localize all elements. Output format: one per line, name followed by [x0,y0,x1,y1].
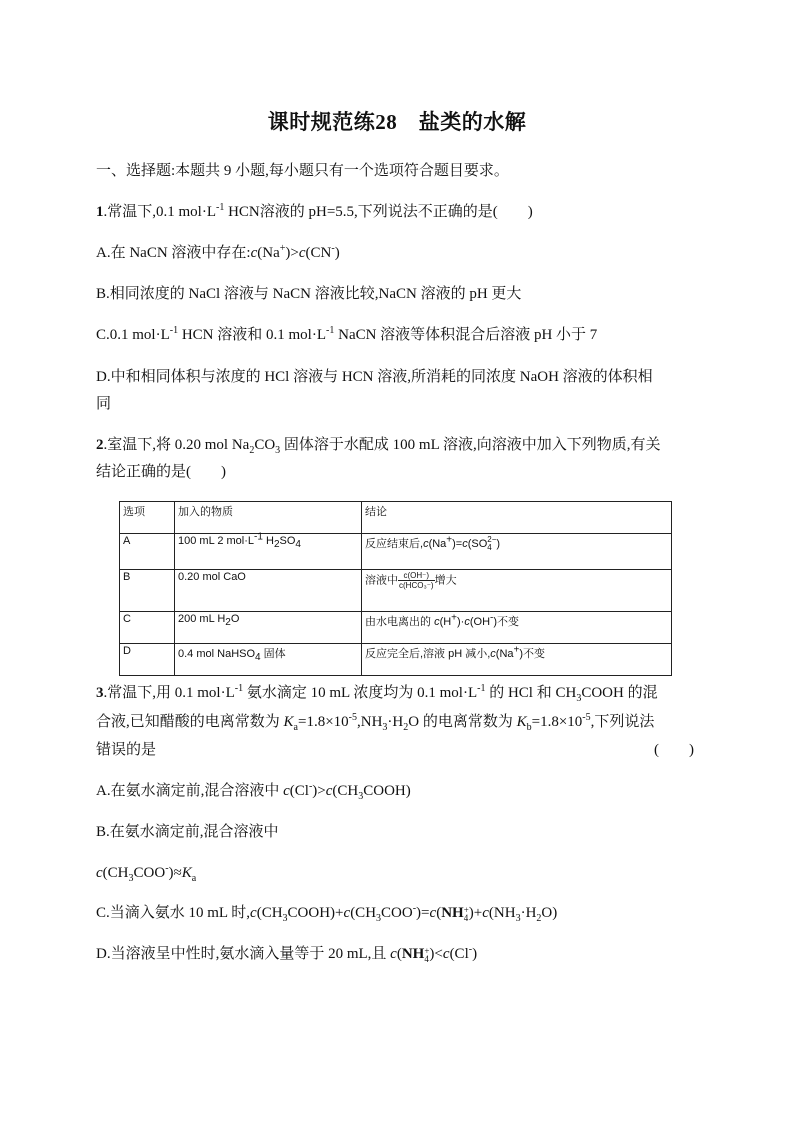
q3-l2-sup2: -5 [582,712,591,723]
q3-a-f: COOH) [363,783,411,799]
q3-c-s3: 3 [515,913,521,924]
row-c-con-c1: c [434,616,440,628]
row-c-con-e: (OH [469,616,491,628]
q1-a-close: ) [334,245,340,261]
row-c-con-b: (H [439,616,452,628]
q2-number: 2 [96,437,104,453]
table-row [120,612,672,644]
row-a-sub-a: 100 mL 2 mol·L [178,535,255,547]
q3-d-f: ) [472,946,478,962]
row-c-con-d: )· [457,616,465,628]
row-b-con-b: 增大 [434,574,457,587]
q1-stem [96,202,533,222]
q1-option-b: B.相同浓度的 NaCl 溶液与 NaCN 溶液比较,NaCN 溶液的 pH 更大 [96,286,522,302]
table-cell-conclusion [362,644,672,676]
q1-c-b: HCN 溶液和 0.1 mol·L [178,327,327,343]
q1-a-mid2: )> [285,245,299,261]
row-a-con-e: (SO [467,538,488,550]
q3-c-k: ·H [520,905,537,921]
q3-l2-a: 合液,已知醋酸的电离常数为 [96,714,284,730]
q3-l1-sup: -1 [234,683,244,694]
row-a-con-ionsub: 4 [487,543,492,553]
q3-d-d: )< [429,946,443,962]
row-a-sub-c: SO [279,535,296,547]
q3-l1-sub: 3 [576,693,582,704]
row-a-con-c2: c [462,538,468,550]
table-cell-option: A [120,534,175,570]
q2-sub2: 3 [275,445,281,456]
q3-stem-line3: 错误的是 [96,742,157,758]
row-d-con-sup: + [513,644,520,656]
q1-a-end: (CN [305,245,332,261]
q3-d-nhsub: 4 [424,953,429,964]
q1-a-c2: c [298,245,306,261]
row-c-con-f: )不变 [493,616,520,628]
q3-c-sup: - [412,903,417,914]
row-b-con-a: 溶液中 [365,574,398,587]
q3-l1-sup2: -1 [477,683,486,694]
q3-option-b-line1: B.在氨水滴定前,混合溶液中 [96,824,279,840]
table-row [120,570,672,612]
table-cell-substance [175,612,362,644]
q3-stem-line2 [96,712,654,732]
q3-d-a: D.当溶液呈中性时,氨水滴入量等于 20 mL,且 [96,946,391,962]
table-cell-substance [175,644,362,676]
table-cell-substance [175,531,362,570]
q1-stem-b: HCN溶液的 pH=5.5,下列说法不正确的是( ) [224,204,533,220]
table-header-option: 选项 [120,502,175,534]
q3-c-s4: 2 [536,913,542,924]
q3-c-c2: c [343,905,351,921]
q3-l2-b: =1.8×10 [297,714,349,730]
q1-a-c1: c [250,245,258,261]
q3-l2-e: O 的电离常数为 [408,714,517,730]
q3-d-c: c [390,946,397,962]
q3-b2-a: (CH [102,865,129,881]
table-header-row [120,502,672,534]
q3-l1-a: .常温下,用 0.1 mol·L [103,685,235,701]
q1-option-c [96,325,597,345]
page-title: 课时规范练28 盐类的水解 [267,110,527,134]
q3-a-d: )> [312,783,326,799]
row-d-con-d: )不变 [519,648,546,660]
row-a-con-f: ) [496,538,501,550]
row-d-con-b: (Na [495,648,514,660]
q3-stem-line1 [96,683,658,703]
q1-number: 1 [96,204,104,220]
q3-l2-ksub: a [293,722,298,733]
row-c-con-a: 由水电离出的 [365,616,435,628]
q1-c-a: C.0.1 mol·L [96,327,170,343]
q3-b2-k: K [181,865,192,881]
q1-c-sup2: -1 [326,325,335,336]
row-c-con-sup2: - [490,612,494,624]
q3-option-a [96,781,411,801]
q3-l1-d: COOH 的混 [581,685,658,701]
q3-c-s2: 3 [376,913,382,924]
q3-answer-paren: ( ) [654,742,694,758]
q3-c-e: (CH [350,905,377,921]
q3-a-a: A.在氨水滴定前,混合溶液中 [96,783,284,799]
row-a-sub-s2: 4 [295,539,301,551]
table-cell-substance: 0.20 mol CaO [175,570,362,612]
q3-c-g: )= [416,905,430,921]
q3-d-c2: c [442,946,450,962]
q3-a-sup: - [308,781,313,792]
q3-c-c4: c [482,905,489,921]
q3-a-sub: 3 [358,791,364,802]
q1-c-sup: -1 [169,325,179,336]
q1-option-d-line1: D.中和相同体积与浓度的 HCl 溶液与 HCN 溶液,所消耗的同浓度 NaOH 溶液的体积相 [96,369,653,385]
q3-option-d [96,944,477,964]
q3-c-i: )+ [468,905,483,921]
q3-a-c2: c [325,783,333,799]
q1-stem-a: .常温下,0.1 mol·L [103,204,216,220]
q1-a-pre: A.在 NaCN 溶液中存在: [96,245,251,261]
q3-l2-k2: K [516,714,527,730]
ammonium-formula: NH [441,905,464,921]
q3-option-c [96,903,557,923]
row-c-sub-b: O [230,613,240,625]
table-header-substance: 加入的物质 [175,502,362,534]
q3-b2-sup: - [165,863,169,874]
q3-c-b: (CH [256,905,283,921]
q1-c-c: NaCN 溶液等体积混合后溶液 pH 小于 7 [334,327,598,343]
q3-l1-b: 氨水滴定 10 mL 浓度均为 0.1 mol·L [243,685,478,701]
q3-c-c1: c [250,905,257,921]
q3-l2-sup: -5 [348,712,357,723]
q3-c-nhsup: + [463,904,469,915]
row-c-con-sup: + [451,612,458,624]
q3-c-a: C.当滴入氨水 10 mL 时, [96,905,251,921]
row-c-con-c2: c [464,616,470,628]
q3-option-b-line2 [96,863,196,883]
q3-l2-d: ·H [387,714,404,730]
row-c-sub-a: 200 mL H [178,613,226,625]
q3-l2-sub2: 2 [403,722,409,733]
q3-l2-f: =1.8×10 [531,714,583,730]
row-d-sub-b: 固体 [260,648,286,660]
q3-b2-b: COO [133,865,166,881]
q3-l2-g: ,下列说法 [590,714,655,730]
q3-c-d: COOH)+ [287,905,344,921]
ratio-fraction [398,571,435,590]
q3-d-nhsup: + [424,945,430,956]
q1-a-mid: (Na [257,245,280,261]
q3-c-s1: 3 [282,913,288,924]
table-row [120,534,672,570]
table-cell-conclusion [362,534,672,570]
q3-number: 3 [96,685,104,701]
q3-b2-sub: 3 [128,873,134,884]
fraction-denominator: c(HCO₃⁻) [399,581,434,590]
q3-d-sup: - [468,944,473,955]
row-d-sub-s: 4 [255,652,261,664]
q3-b2-ksub: a [191,873,197,884]
q3-c-f: COO [381,905,413,921]
row-a-con-d: )= [452,538,463,550]
row-d-sub-a: 0.4 mol NaHSO [178,648,256,660]
row-a-sub-b: H [262,535,274,547]
q2-stem-line2: 结论正确的是( ) [96,464,226,480]
row-a-con-ion: 2− [487,535,497,545]
q2-stem-b: CO [254,437,276,453]
fraction-numerator: c(OH⁻) [398,571,435,581]
q2-stem-a: .室温下,将 0.20 mol Na [103,437,250,453]
q3-l1-c: 的 HCl 和 CH [485,685,577,701]
q3-c-c3: c [429,905,437,921]
q1-option-d-line2: 同 [96,396,112,412]
row-a-con-c: c [423,538,429,550]
q1-sup: -1 [216,202,225,213]
row-d-con-a: 反应完全后,溶液 pH 减小, [365,648,491,660]
q3-l2-c: ,NH [357,714,383,730]
section-heading: 一、选择题:本题共 9 小题,每小题只有一个选项符合题目要求。 [96,163,509,179]
q3-c-l: O) [541,905,558,921]
q3-d-e: (Cl [449,946,469,962]
table-cell-option: B [120,570,175,612]
q3-b2-d: )≈ [168,865,182,881]
row-a-con-b: (Na [428,538,447,550]
row-c-sub-s: 2 [225,617,231,629]
table-cell-option: C [120,612,175,644]
table-cell-conclusion [362,612,672,644]
q3-c-nhsub: 4 [463,912,469,923]
q3-a-b: (Cl [289,783,309,799]
q3-c-j: (NH [488,905,516,921]
q1-a-sup: + [279,243,286,254]
ammonium-formula: NH [401,946,425,962]
row-d-con-c: c [490,648,496,660]
q2-stem-line1 [96,435,660,455]
q2-stem-c: 固体溶于水配成 100 mL 溶液,向溶液中加入下列物质,有关 [280,437,661,453]
table-cell-conclusion [362,570,672,612]
q3-a-e: (CH [332,783,359,799]
row-a-sub-s1: 2 [273,539,280,551]
q2-table [119,501,672,676]
row-a-sup: -1 [254,531,263,543]
row-a-con-a: 反应结束后, [365,538,424,550]
row-a-con-sup: + [446,534,453,546]
table-header-conclusion: 结论 [362,502,672,534]
q1-a-sup2: - [331,243,335,254]
q3-l2-k2sub: b [526,722,532,733]
q3-c-h: ( [436,905,442,921]
q3-d-b: ( [396,946,402,962]
q1-option-a [96,243,340,263]
q3-l2-k: K [283,714,294,730]
q2-sub1: 2 [249,445,255,456]
table-cell-option: D [120,644,175,676]
q3-a-c: c [283,783,290,799]
table-row [120,644,672,676]
q3-l2-sub: 3 [382,722,388,733]
q3-b2-c: c [96,865,103,881]
